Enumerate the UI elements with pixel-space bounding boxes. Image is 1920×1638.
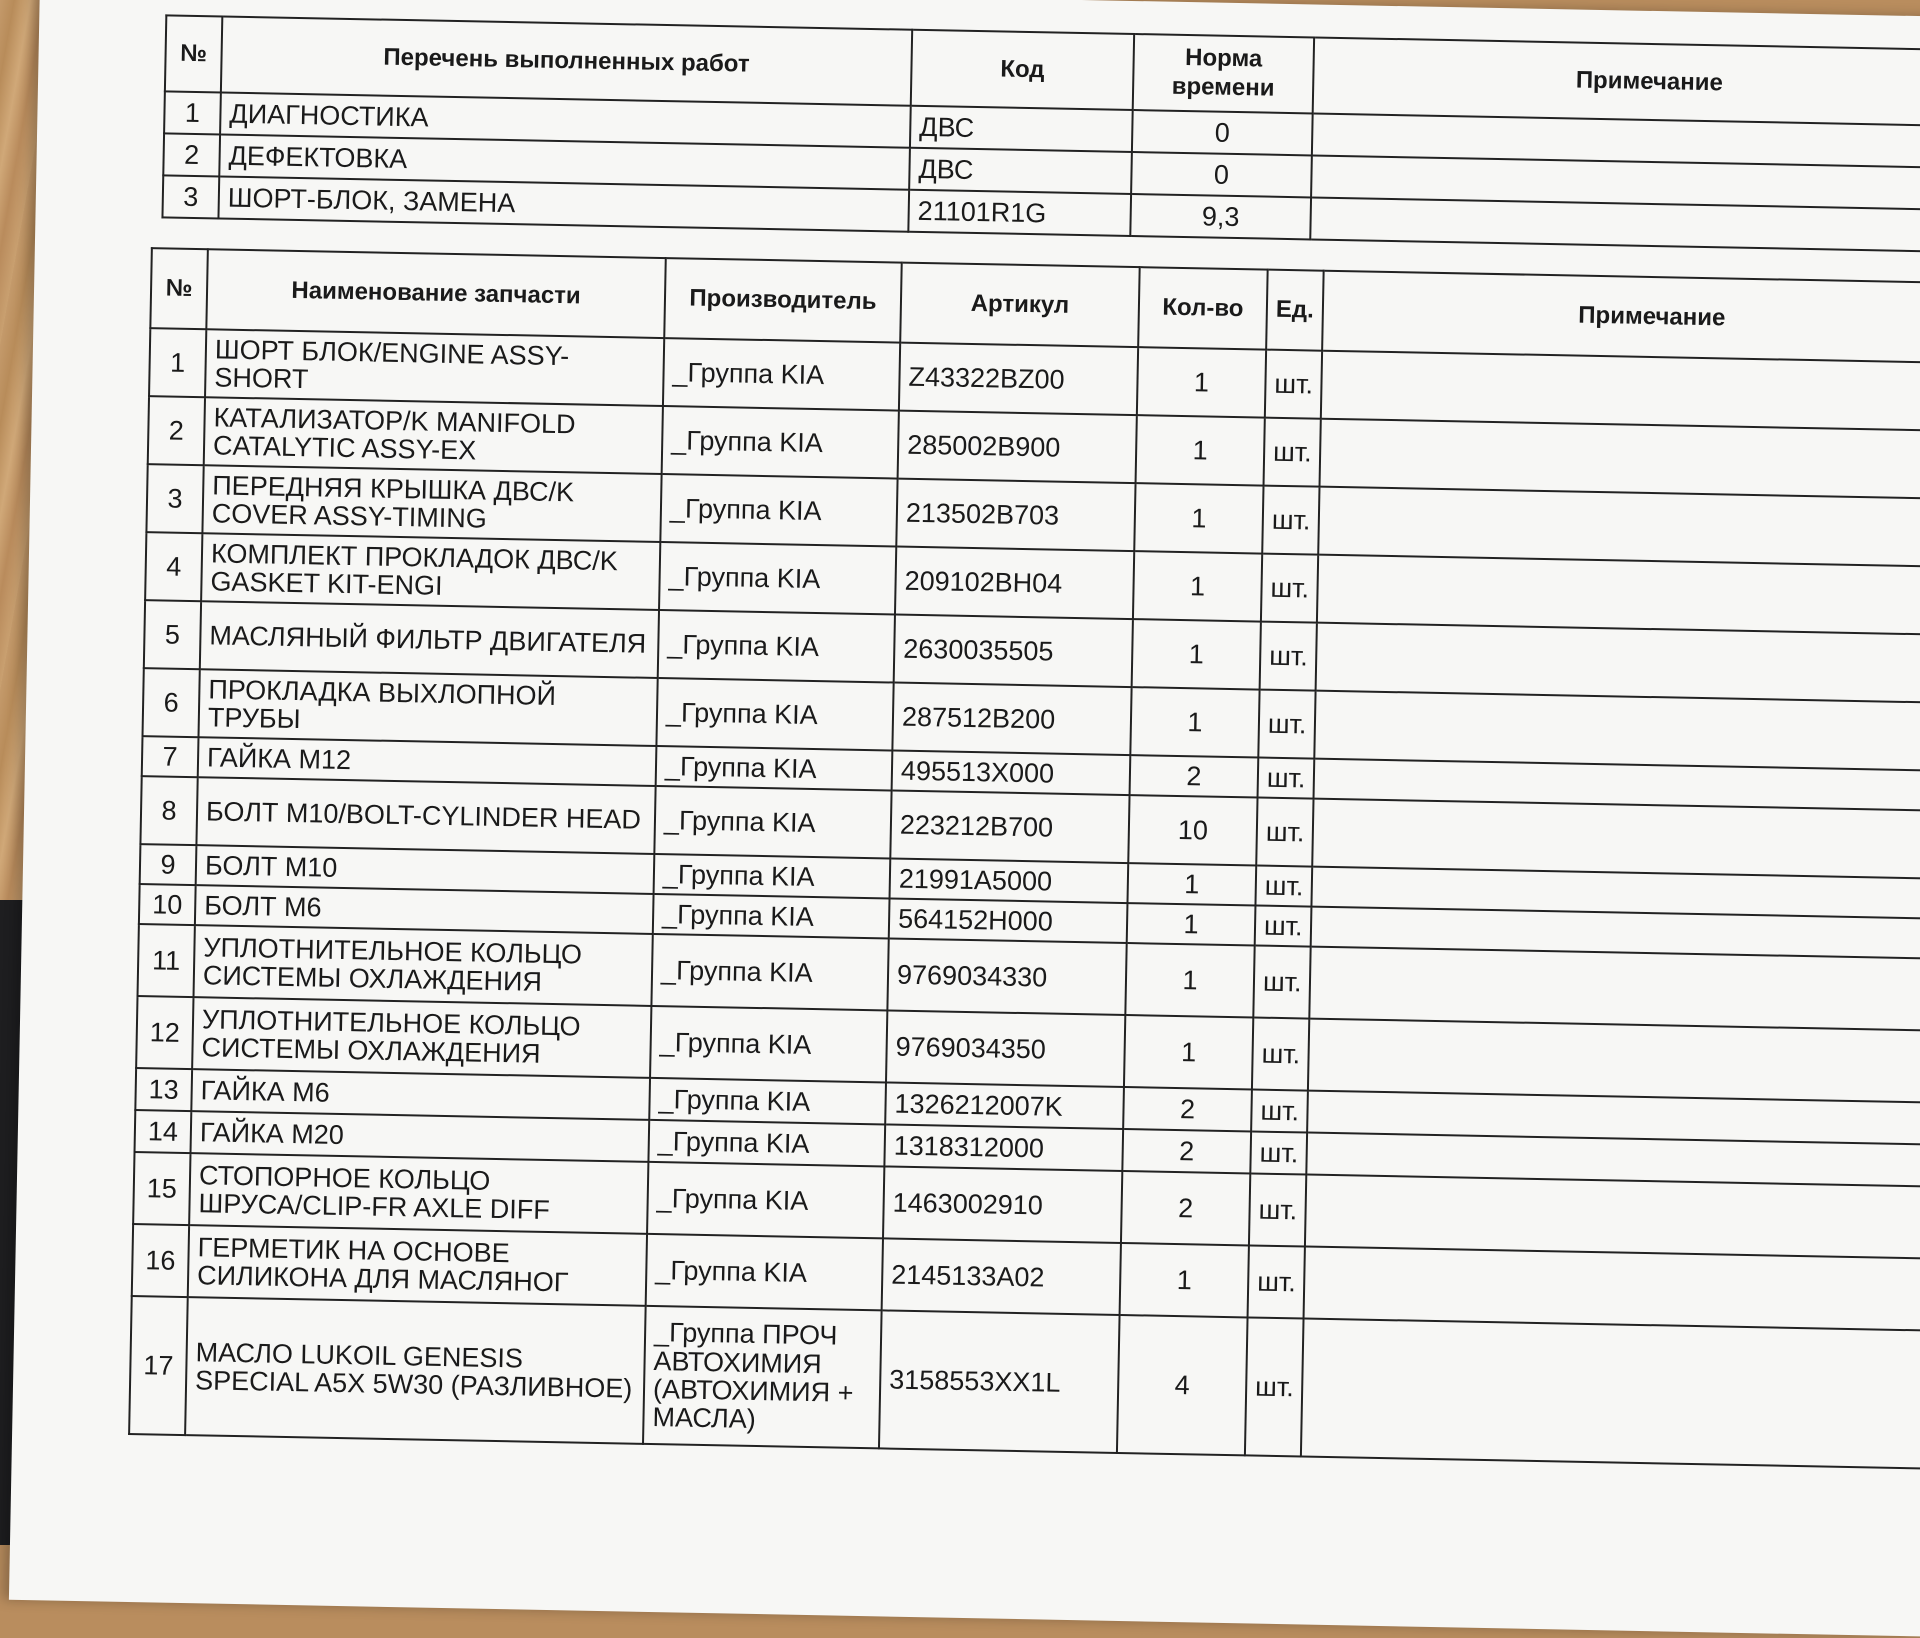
part-maker: _Группа KIA — [653, 894, 890, 939]
part-name: БОЛТ М10/BOLT-CYLINDER HEAD — [196, 777, 655, 854]
part-num: 10 — [139, 884, 196, 925]
part-article: 564152H000 — [889, 898, 1128, 943]
work-num: 3 — [162, 175, 219, 218]
works-table — [161, 14, 1920, 253]
part-unit: шт. — [1253, 945, 1310, 1018]
part-article: 9769034350 — [886, 1010, 1125, 1087]
part-qty: 1 — [1137, 347, 1266, 417]
works-header-norm: Норма времени — [1133, 34, 1314, 113]
part-article: 21991A5000 — [890, 858, 1129, 903]
part-num: 4 — [145, 532, 202, 601]
parts-table — [128, 247, 1920, 1470]
parts-header-unit: Ед. — [1266, 270, 1324, 351]
works-header-code: Код — [911, 30, 1134, 110]
work-code: 21101R1G — [908, 190, 1131, 236]
part-qty: 1 — [1127, 863, 1256, 905]
part-qty: 1 — [1132, 619, 1261, 689]
part-article: 495513X000 — [892, 751, 1131, 796]
part-article: 1318312000 — [884, 1124, 1123, 1171]
part-qty: 1 — [1130, 687, 1259, 757]
part-qty: 2 — [1122, 1129, 1251, 1173]
part-unit: шт. — [1264, 418, 1321, 487]
work-norm: 9,3 — [1130, 194, 1311, 239]
part-qty: 2 — [1130, 755, 1259, 797]
part-qty: 2 — [1121, 1171, 1250, 1245]
part-unit: шт. — [1251, 1089, 1308, 1132]
work-code: ДВС — [909, 148, 1132, 194]
part-name: ПЕРЕДНЯЯ КРЫШКА ДВС/K COVER ASSY-TIMING — [202, 465, 661, 542]
part-unit: шт. — [1261, 554, 1318, 623]
part-num: 15 — [133, 1152, 190, 1225]
part-name: ШОРТ БЛОК/ENGINE ASSY-SHORT — [205, 329, 664, 406]
part-name: УПЛОТНИТЕЛЬНОЕ КОЛЬЦО СИСТЕМЫ ОХЛАЖДЕНИЯ — [192, 997, 651, 1078]
part-maker: _Группа KIA — [650, 1006, 887, 1083]
work-norm: 0 — [1132, 110, 1313, 155]
part-name: ГАЙКА М6 — [191, 1069, 650, 1120]
works-header-note: Примечание — [1313, 37, 1920, 126]
part-article: 1463002910 — [883, 1166, 1122, 1243]
part-unit: шт. — [1245, 1317, 1304, 1456]
part-note — [1314, 691, 1920, 772]
part-num: 6 — [143, 668, 200, 737]
part-maker: _Группа KIA — [651, 934, 888, 1011]
part-maker: _Группа KIA — [663, 338, 900, 411]
part-note — [1320, 419, 1920, 500]
part-num: 3 — [146, 464, 203, 533]
work-num: 1 — [164, 91, 221, 134]
part-note — [1304, 1247, 1920, 1332]
part-note — [1301, 1319, 1920, 1470]
work-name: ДИАГНОСТИКА — [220, 92, 911, 147]
part-unit: шт. — [1258, 690, 1315, 759]
part-num: 14 — [135, 1110, 192, 1153]
work-code: ДВС — [910, 106, 1133, 152]
part-unit: шт. — [1258, 758, 1315, 799]
part-note — [1308, 1019, 1920, 1104]
work-name: ШОРТ-БЛОК, ЗАМЕНА — [218, 176, 909, 231]
part-unit: шт. — [1262, 486, 1319, 555]
part-num: 17 — [129, 1296, 188, 1435]
part-note — [1309, 947, 1920, 1032]
parts-header-qty: Кол-во — [1138, 267, 1268, 349]
parts-header-note: Примечание — [1322, 271, 1920, 364]
part-qty: 1 — [1125, 943, 1254, 1017]
part-unit: шт. — [1248, 1245, 1305, 1318]
part-name: УПЛОТНИТЕЛЬНОЕ КОЛЬЦО СИСТЕМЫ ОХЛАЖДЕНИЯ — [194, 925, 653, 1006]
part-maker: _Группа KIA — [649, 1078, 886, 1125]
part-maker: _Группа KIA — [654, 786, 891, 859]
part-qty: 1 — [1127, 903, 1256, 945]
part-name: КОМПЛЕКТ ПРОКЛАДОК ДВС/K GASKET KIT-ENGI — [201, 533, 660, 610]
part-article: 287512B200 — [892, 683, 1131, 756]
part-article: 3158553XX1L — [879, 1310, 1120, 1453]
part-num: 13 — [135, 1068, 192, 1111]
part-unit: шт. — [1265, 350, 1322, 419]
part-article: 2145133A02 — [882, 1238, 1121, 1315]
part-qty: 10 — [1128, 795, 1257, 865]
part-name: ГАЙКА М12 — [198, 737, 657, 786]
part-unit: шт. — [1252, 1017, 1309, 1090]
part-note — [1305, 1175, 1920, 1260]
part-maker: _Группа KIA — [654, 854, 891, 899]
part-qty: 2 — [1123, 1087, 1252, 1131]
part-name: МАСЛО LUKOIL GENESIS SPECIAL A5X 5W30 (РАЗЛИВНОЕ) — [185, 1297, 646, 1444]
part-qty: 4 — [1117, 1315, 1248, 1455]
part-num: 9 — [140, 844, 197, 885]
parts-header-name: Наименование запчасти — [206, 249, 665, 338]
part-article: 9769034330 — [887, 938, 1126, 1015]
part-name: МАСЛЯНЫЙ ФИЛЬТР ДВИГАТЕЛЯ — [200, 601, 659, 678]
part-unit: шт. — [1250, 1131, 1307, 1174]
part-qty: 1 — [1124, 1015, 1253, 1089]
part-num: 1 — [149, 328, 206, 397]
part-unit: шт. — [1256, 798, 1313, 867]
part-maker: _Группа KIA — [662, 406, 899, 479]
parts-header-maker: Производитель — [664, 258, 901, 343]
part-article: 209102BH04 — [895, 547, 1134, 620]
part-name: БОЛТ М6 — [195, 885, 654, 934]
part-note — [1321, 351, 1920, 432]
part-maker: _Группа KIA — [659, 542, 896, 615]
part-name: ГАЙКА М20 — [191, 1111, 650, 1162]
part-name: КАТАЛИЗАТОР/K MANIFOLD CATALYTIC ASSY-EX — [204, 397, 663, 474]
work-name: ДЕФЕКТОВКА — [219, 134, 910, 189]
part-article: Z43322BZ00 — [899, 343, 1138, 416]
part-maker: _Группа KIA — [647, 1162, 884, 1239]
part-note — [1312, 799, 1920, 880]
part-num: 11 — [138, 924, 195, 997]
part-unit: шт. — [1260, 622, 1317, 691]
part-num: 7 — [142, 736, 199, 777]
part-maker: _Группа KIA — [656, 746, 893, 791]
document-sheet — [9, 0, 1920, 1638]
parts-header-num: № — [150, 248, 208, 329]
works-header-name: Перечень выполненных работ — [221, 17, 912, 106]
part-unit: шт. — [1249, 1173, 1306, 1246]
part-article: 285002B900 — [898, 411, 1137, 484]
part-name: СТОПОРНОЕ КОЛЬЦО ШРУСА/CLIP-FR AXLE DIFF — [189, 1153, 648, 1234]
part-num: 12 — [136, 996, 193, 1069]
works-header-num: № — [165, 15, 222, 92]
part-qty: 1 — [1136, 415, 1265, 485]
part-note — [1316, 623, 1920, 704]
part-qty: 1 — [1133, 551, 1262, 621]
part-qty: 1 — [1120, 1243, 1249, 1317]
part-name: ГЕРМЕТИК НА ОСНОВЕ СИЛИКОНА ДЛЯ МАСЛЯНОГ — [188, 1225, 647, 1306]
part-num: 2 — [148, 396, 205, 465]
part-maker: _Группа ПРОЧ АВТОХИМИЯ (АВТОХИМИЯ + МАСЛА) — [643, 1306, 882, 1449]
part-name: ПРОКЛАДКА ВЫХЛОПНОЙ ТРУБЫ — [198, 669, 657, 746]
work-norm: 0 — [1131, 152, 1312, 197]
part-maker: _Группа KIA — [656, 678, 893, 751]
parts-header-article: Артикул — [900, 263, 1139, 348]
part-maker: _Группа KIA — [660, 474, 897, 547]
part-name: БОЛТ М10 — [196, 845, 655, 894]
part-maker: _Группа KIA — [648, 1120, 885, 1167]
part-note — [1318, 487, 1920, 568]
part-num: 5 — [144, 600, 201, 669]
part-num: 8 — [140, 776, 197, 845]
part-unit: шт. — [1255, 866, 1312, 907]
part-note — [1317, 555, 1920, 636]
part-num: 16 — [132, 1224, 189, 1297]
part-maker: _Группа KIA — [658, 610, 895, 683]
part-article: 213502B703 — [896, 479, 1135, 552]
part-maker: _Группа KIA — [646, 1234, 883, 1311]
part-article: 223212B700 — [890, 790, 1129, 863]
work-num: 2 — [163, 133, 220, 176]
part-article: 2630035505 — [894, 615, 1133, 688]
part-qty: 1 — [1134, 483, 1263, 553]
part-unit: шт. — [1255, 906, 1312, 947]
part-article: 1326212007K — [885, 1082, 1124, 1129]
